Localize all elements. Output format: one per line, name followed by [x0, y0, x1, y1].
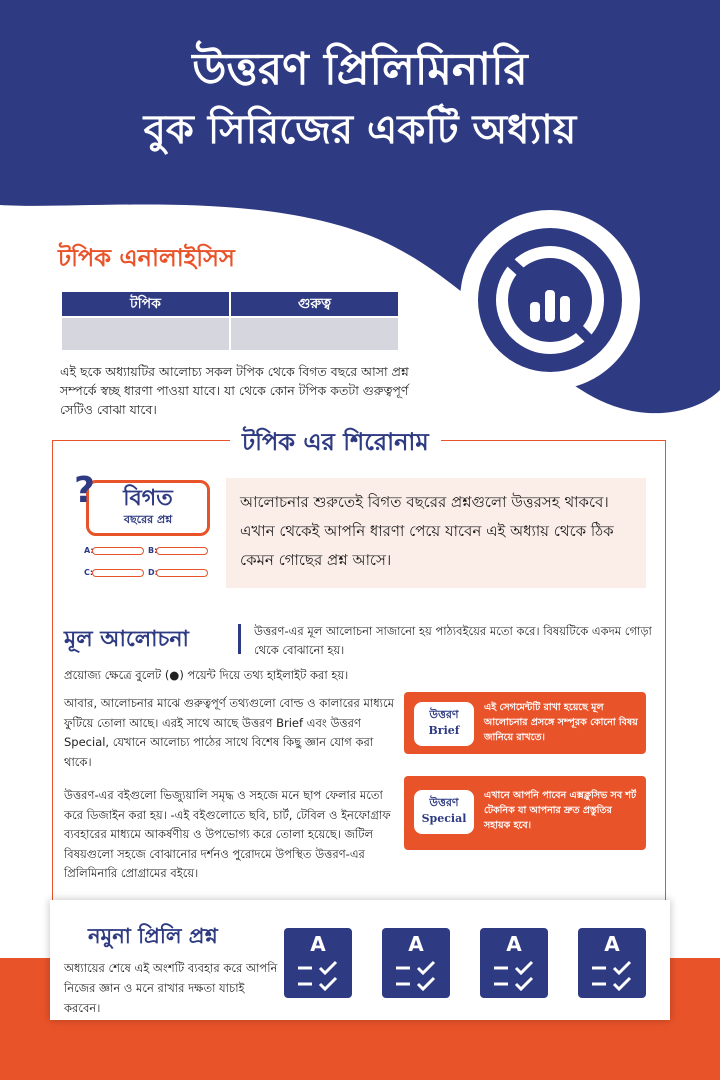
special-logo [414, 790, 474, 834]
brief-card-text: এই সেগমেন্টটি রাখা হয়েছে মূল আলোচনার প্রসঙ্গে সম্পূরক কোনো বিষয় জানিয়ে রাখতে। [484, 702, 638, 743]
special-logo-bottom: Special [421, 812, 467, 825]
option-label-c: C: [84, 568, 94, 577]
analytics-chart-icon [460, 210, 640, 390]
table-row [61, 317, 399, 351]
topic-analysis-table [60, 290, 400, 352]
topic-analysis-description: এই ছকে অধ্যায়টির আলোচ্য সকল টপিক থেকে বিগত বছরে আসা প্রশ্ন সম্পর্কে স্বচ্ছ ধারণা পাওয়া যাবে। যা থেকে কোন টপিক কতটা গুরুত্বপূর্ণ সেটিও বোঝা যাবে। [60, 364, 409, 417]
option-label-b: B: [148, 546, 158, 555]
main-discussion-heading: মূল আলোচনা [64, 627, 189, 652]
page-title [0, 40, 720, 160]
previous-questions-intro: আলোচনার শুরুতেই বিগত বছরের প্রশ্নগুলো উত্তরসহ থাকবে। এখান থেকেই আপনি ধারণা পেয়ে যাবেন এই অধ্যায় থেকে ঠিক কেমন গোছের প্রশ্ন আসে। [226, 478, 646, 588]
option-label-d: D: [148, 568, 158, 577]
heading-divider [238, 624, 241, 654]
quiz-answer-letter: A [408, 932, 424, 956]
sample-questions-heading: নমুনা প্রিলি প্রশ্ন [88, 924, 218, 948]
quiz-answer-letter: A [506, 932, 522, 956]
option-pill [92, 547, 144, 555]
option-pill [156, 547, 208, 555]
topic-title-heading: টপিক এর শিরোনাম [230, 424, 441, 464]
option-pill [156, 569, 208, 577]
option-pill [92, 569, 144, 577]
title-line-1: উত্তরণ প্রিলিমিনারি [192, 44, 528, 95]
main-discussion-paragraph-2: আবার, আলোচনার মাঝে গুরুত্বপূর্ণ তথ্যগুলো বোল্ড ও কালারের মাধ্যমে ফুটিয়ে তোলা আছে। এরই সাথে আছে উত্তরণ Brief এবং উত্তরণ Special, যেখানে আলোচ্য পাঠের সাথে বিশেষ কিছু জ্ঞান যোগ করা থাকে। [64, 696, 395, 769]
previous-questions-badge [74, 472, 214, 592]
table-header-importance: গুরুত্ব [230, 291, 399, 317]
sample-questions-panel [50, 900, 670, 1020]
sample-questions-description: অধ্যায়ের শেষে এই অংশটি ব্যবহার করে আপনি নিজের জ্ঞান ও মনে রাখার দক্ষতা যাচাই করবেন। [64, 961, 278, 1015]
analytics-badge [460, 210, 640, 390]
quiz-sheet-icon [284, 928, 352, 998]
check-list-icon [382, 928, 450, 998]
bullet-note: প্রয়োজ্য ক্ষেত্রে বুলেট (●) পয়েন্ট দিয়ে তথ্য হাইলাইট করা হয়। [64, 668, 349, 682]
quiz-answer-letter: A [310, 932, 326, 956]
brief-logo-bottom: Brief [428, 724, 460, 737]
main-discussion-paragraph-3: উত্তরণ-এর বইগুলো ভিজ্যুয়ালি সমৃদ্ধ ও সহজে মনে ছাপ ফেলার মতো করে ডিজাইন করা হয়। -এই বইগুলোতে ছবি, চার্ট, টেবিল ও ইনফোগ্রাফ ব্যবহারের মাধ্যমে আকর্ষণীয় ও উপভোগ্য করে তোলা হয়েছে। জটিল বিষয়গুলো সহজে বোঝানোর দর্শনও পুরোদমে উপস্থিত উত্তরণ-এর প্রিলিমিনারি প্রোগ্রামের বইয়ে। [64, 788, 391, 880]
previous-questions-big-label: বিগত [123, 486, 173, 511]
quiz-sheet-icon [382, 928, 450, 998]
check-list-icon [480, 928, 548, 998]
title-line-2: বুক সিরিজের একটি অধ্যায় [143, 107, 577, 153]
brief-card [404, 692, 646, 754]
table-cell-empty [230, 317, 399, 351]
special-card-text: এখানে আপনি পাবেন এক্সক্লুসিভ সব শর্ট টেকনিক যা আপনার দ্রুত প্রস্তুতির সহায়ক হবে। [484, 790, 637, 831]
table-header-row [61, 291, 399, 317]
special-card [404, 776, 646, 850]
quiz-sheet-icon [480, 928, 548, 998]
topic-analysis-heading: টপিক এনালাইসিস [58, 244, 235, 272]
question-mark-icon: ? [74, 470, 95, 511]
quiz-answer-letter: A [604, 932, 620, 956]
special-logo-top: উত্তরণ [429, 796, 459, 809]
brief-logo [414, 702, 474, 746]
quiz-sheet-icon [578, 928, 646, 998]
main-discussion-intro: উত্তরণ-এর মূল আলোচনা সাজানো হয় পাঠ্যবইয়ের মতো করে। বিষয়টিকে একদম গোড়া থেকে বোঝানো হয়। [254, 624, 652, 657]
option-label-a: A: [84, 546, 94, 555]
previous-questions-small-label: বছরের প্রশ্ন [123, 513, 173, 526]
previous-questions-label-box [86, 480, 210, 536]
brief-logo-top: উত্তরণ [429, 708, 459, 721]
table-cell-empty [61, 317, 230, 351]
check-list-icon [578, 928, 646, 998]
check-list-icon [284, 928, 352, 998]
table-header-topic: টপিক [61, 291, 230, 317]
